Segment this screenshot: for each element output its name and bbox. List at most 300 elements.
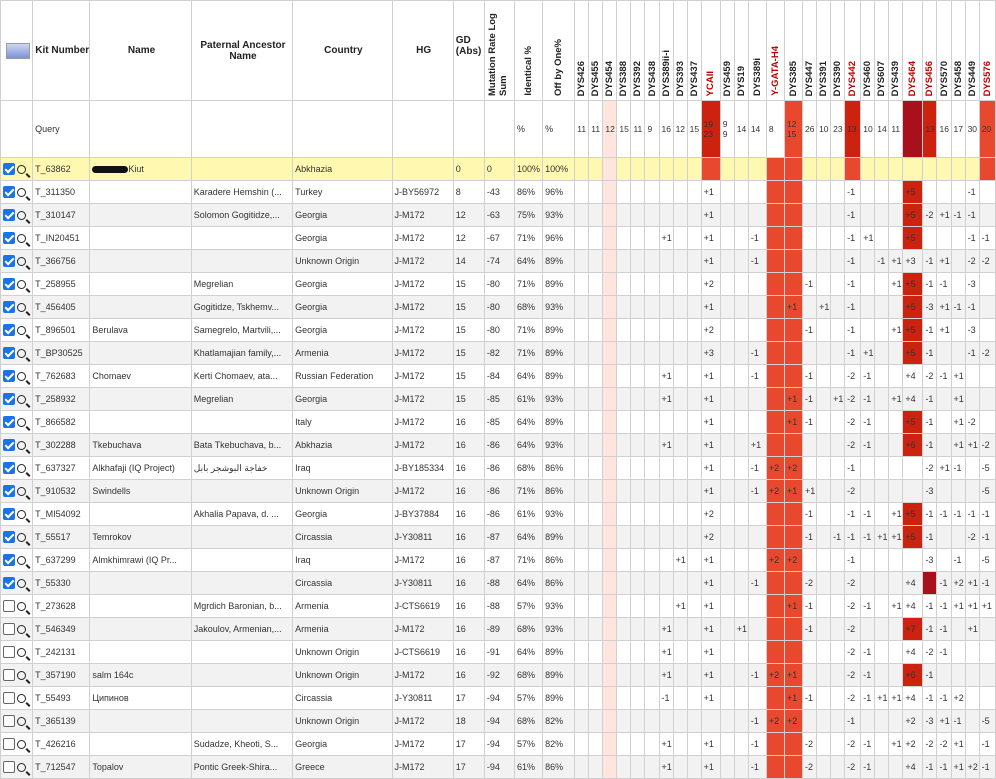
marker-cell: -5 — [979, 480, 995, 503]
row-checkbox[interactable] — [3, 370, 15, 382]
marker-cell: +1 — [659, 641, 673, 664]
marker-cell: -1 — [748, 250, 766, 273]
kit-name — [90, 158, 191, 181]
kit-number[interactable]: T_311350 — [33, 181, 90, 204]
marker-cell — [720, 158, 734, 181]
marker-dys391[interactable]: DYS391 — [817, 1, 831, 101]
marker-cell — [673, 296, 687, 319]
marker-cell — [817, 503, 831, 526]
marker-cell — [645, 641, 659, 664]
col-off[interactable]: Off by One% — [543, 1, 575, 101]
marker-cell: -1 — [923, 503, 937, 526]
marker-dys19[interactable]: DYS19 — [734, 1, 748, 101]
marker-cell — [875, 273, 889, 296]
kit-number[interactable]: T_258932 — [33, 388, 90, 411]
row-checkbox[interactable] — [3, 531, 15, 543]
col-country[interactable]: Country — [293, 1, 392, 101]
marker-cell — [784, 756, 802, 779]
marker-cell: -1 — [979, 756, 995, 779]
marker-dys442[interactable]: DYS442 — [845, 1, 861, 101]
marker-cell — [875, 710, 889, 733]
marker-cell — [817, 687, 831, 710]
cell-off: 93% — [543, 204, 575, 227]
cell-gd: 16 — [453, 641, 484, 664]
cell-ancestor: Megrelian — [191, 388, 292, 411]
row-checkbox[interactable] — [3, 255, 15, 267]
marker-cell — [575, 526, 589, 549]
col-ancestor[interactable]: Paternal Ancestor Name — [191, 1, 292, 101]
cell-ident: 71% — [515, 480, 543, 503]
cell-ancestor: Samegrelo, Martvili,... — [191, 319, 292, 342]
cell-country: Georgia — [293, 227, 392, 250]
marker-cell: +1 — [701, 641, 720, 664]
cell-ident: 71% — [515, 549, 543, 572]
marker-dys385[interactable]: DYS385 — [784, 1, 802, 101]
marker-cell — [589, 480, 603, 503]
kit-number[interactable]: T_762683 — [33, 365, 90, 388]
marker-ycaii[interactable]: YCAII — [701, 1, 720, 101]
view-kit-icon[interactable] — [17, 602, 26, 611]
marker-cell — [889, 204, 903, 227]
kit-number[interactable]: T_357190 — [33, 664, 90, 687]
col-kit[interactable]: Kit Number — [33, 1, 90, 101]
marker-cell: +1 — [965, 434, 979, 457]
kit-number[interactable]: T_55330 — [33, 572, 90, 595]
marker-dys393[interactable]: DYS393 — [673, 1, 687, 101]
row-checkbox[interactable] — [3, 692, 15, 704]
kit-name — [90, 227, 191, 250]
marker-cell: +2 — [784, 457, 802, 480]
marker-cell: -5 — [979, 457, 995, 480]
cell-ancestor — [191, 411, 292, 434]
kit-name-text: Kiut — [128, 164, 144, 174]
kit-name — [90, 733, 191, 756]
marker-cell — [766, 503, 784, 526]
cell-gd: 16 — [453, 411, 484, 434]
kit-number[interactable]: T_896501 — [33, 319, 90, 342]
row-checkbox[interactable] — [3, 439, 15, 451]
marker-cell — [720, 457, 734, 480]
marker-cell: -2 — [803, 572, 817, 595]
row-checkbox[interactable] — [3, 577, 15, 589]
marker-cell — [659, 250, 673, 273]
cell-mut: -67 — [484, 227, 514, 250]
marker-cell — [645, 296, 659, 319]
marker-dys447[interactable]: DYS447 — [803, 1, 817, 101]
marker-cell — [720, 319, 734, 342]
marker-cell: +3 — [903, 250, 923, 273]
marker-dys455[interactable]: DYS455 — [589, 1, 603, 101]
col-mut[interactable]: Mutation Rate Log Sum — [484, 1, 514, 101]
row-checkbox[interactable] — [3, 324, 15, 336]
marker-cell — [645, 618, 659, 641]
view-kit-icon[interactable] — [17, 349, 26, 358]
marker-cell: +2 — [903, 733, 923, 756]
marker-cell — [589, 549, 603, 572]
col-hg[interactable]: HG — [392, 1, 453, 101]
marker-cell — [687, 503, 701, 526]
cell-gd: 15 — [453, 319, 484, 342]
kit-number[interactable]: T_310147 — [33, 204, 90, 227]
marker-dys464[interactable]: DYS464 — [903, 1, 923, 101]
cell-mut: -87 — [484, 526, 514, 549]
marker-dys607[interactable]: DYS607 — [875, 1, 889, 101]
marker-cell: +2 — [965, 756, 979, 779]
row-checkbox[interactable] — [3, 416, 15, 428]
marker-cell: -1 — [803, 503, 817, 526]
view-kit-icon[interactable] — [17, 740, 26, 749]
row-select — [1, 227, 33, 250]
marker-cell — [734, 204, 748, 227]
marker-dys390[interactable]: DYS390 — [831, 1, 845, 101]
view-kit-icon[interactable] — [17, 372, 26, 381]
view-kit-icon[interactable] — [17, 441, 26, 450]
marker-cell — [701, 158, 720, 181]
marker-cell — [589, 158, 603, 181]
cell-gd: 15 — [453, 296, 484, 319]
marker-dys460[interactable]: DYS460 — [861, 1, 875, 101]
marker-cell: +1 — [701, 733, 720, 756]
marker-cell: -2 — [845, 687, 861, 710]
cell-ident: 68% — [515, 618, 543, 641]
marker-cell — [645, 710, 659, 733]
marker-cell: -2 — [845, 572, 861, 595]
cell-country: Unknown Origin — [293, 664, 392, 687]
row-checkbox[interactable] — [3, 669, 15, 681]
view-kit-icon[interactable] — [17, 533, 26, 542]
marker-cell: -1 — [845, 319, 861, 342]
marker-dys570[interactable]: DYS570 — [937, 1, 951, 101]
query-value: 12 — [673, 101, 687, 158]
view-kit-icon[interactable] — [17, 188, 26, 197]
row-select — [1, 756, 33, 779]
cell-off: 89% — [543, 319, 575, 342]
marker-cell: -1 — [861, 434, 875, 457]
marker-cell — [875, 595, 889, 618]
row-checkbox[interactable] — [3, 462, 15, 474]
query-value: 17 — [951, 101, 965, 158]
kit-name — [90, 618, 191, 641]
marker-cell — [631, 503, 645, 526]
marker-cell — [875, 572, 889, 595]
marker-cell — [734, 687, 748, 710]
marker-cell — [784, 227, 802, 250]
marker-dys389ii-i[interactable]: DYS389ii-i — [659, 1, 673, 101]
marker-cell: -1 — [748, 365, 766, 388]
row-checkbox[interactable] — [3, 278, 15, 290]
view-kit-icon[interactable] — [17, 625, 26, 634]
row-checkbox[interactable] — [3, 600, 15, 612]
marker-cell: +1 — [861, 227, 875, 250]
marker-cell — [831, 756, 845, 779]
marker-dys437[interactable]: DYS437 — [687, 1, 701, 101]
kit-number[interactable]: T_365139 — [33, 710, 90, 733]
marker-cell: -1 — [937, 273, 951, 296]
kit-number[interactable]: T_63862 — [33, 158, 90, 181]
row-checkbox[interactable] — [3, 347, 15, 359]
col-name[interactable]: Name — [90, 1, 191, 101]
kit-number[interactable]: T_IN20451 — [33, 227, 90, 250]
marker-cell: -1 — [875, 250, 889, 273]
marker-cell: -1 — [965, 181, 979, 204]
kit-number[interactable]: T_637299 — [33, 549, 90, 572]
marker-dys392[interactable]: DYS392 — [631, 1, 645, 101]
marker-dys454[interactable]: DYS454 — [603, 1, 617, 101]
row-select — [1, 733, 33, 756]
marker-cell — [631, 319, 645, 342]
kit-name — [90, 572, 191, 595]
marker-cell — [803, 250, 817, 273]
marker-dys389i[interactable]: DYS389i — [748, 1, 766, 101]
marker-cell — [766, 342, 784, 365]
view-kit-icon[interactable] — [17, 694, 26, 703]
marker-cell — [575, 664, 589, 687]
view-kit-icon[interactable] — [17, 395, 26, 404]
view-kit-icon[interactable] — [17, 280, 26, 289]
marker-cell: +1 — [937, 296, 951, 319]
marker-cell — [673, 388, 687, 411]
marker-cell — [589, 503, 603, 526]
cell-ancestor — [191, 641, 292, 664]
marker-cell: -2 — [923, 457, 937, 480]
cell-ancestor — [191, 526, 292, 549]
view-kit-icon[interactable] — [17, 648, 26, 657]
marker-cell: +4 — [903, 572, 923, 595]
kit-number[interactable]: T_258955 — [33, 273, 90, 296]
marker-cell — [617, 549, 631, 572]
marker-cell: -1 — [845, 227, 861, 250]
cell-country: Armenia — [293, 618, 392, 641]
marker-dys449[interactable]: DYS449 — [965, 1, 979, 101]
marker-cell — [817, 641, 831, 664]
marker-cell: -2 — [845, 365, 861, 388]
kit-number[interactable]: T_302288 — [33, 434, 90, 457]
marker-cell — [603, 342, 617, 365]
kit-number[interactable]: T_637327 — [33, 457, 90, 480]
table-row — [1, 342, 996, 365]
view-kit-icon[interactable] — [17, 326, 26, 335]
marker-cell — [631, 687, 645, 710]
row-checkbox[interactable] — [3, 163, 15, 175]
cell-gd: 17 — [453, 756, 484, 779]
marker-cell: -1 — [951, 549, 965, 572]
marker-cell: +4 — [903, 365, 923, 388]
cell-country: Georgia — [293, 319, 392, 342]
row-checkbox[interactable] — [3, 554, 15, 566]
view-kit-icon[interactable] — [17, 671, 26, 680]
marker-cell — [861, 549, 875, 572]
marker-cell: -1 — [861, 526, 875, 549]
marker-cell — [817, 710, 831, 733]
marker-dys388[interactable]: DYS388 — [617, 1, 631, 101]
marker-cell — [603, 181, 617, 204]
kit-number[interactable]: T_426216 — [33, 733, 90, 756]
query-value: 16 — [937, 101, 951, 158]
cell-ident: 61% — [515, 503, 543, 526]
view-kit-icon[interactable] — [17, 717, 26, 726]
cell-ancestor: Megrelian — [191, 273, 292, 296]
view-kit-icon[interactable] — [17, 510, 26, 519]
marker-cell — [831, 250, 845, 273]
col-ident[interactable]: Identical % — [515, 1, 543, 101]
marker-cell — [687, 434, 701, 457]
marker-cell — [965, 365, 979, 388]
marker-cell: +2 — [784, 549, 802, 572]
row-checkbox[interactable] — [3, 508, 15, 520]
view-kit-icon[interactable] — [17, 165, 26, 174]
kit-number[interactable]: T_BP30525 — [33, 342, 90, 365]
marker-cell: +1 — [951, 411, 965, 434]
row-checkbox[interactable] — [3, 301, 15, 313]
row-checkbox[interactable] — [3, 761, 15, 773]
marker-cell — [673, 457, 687, 480]
marker-cell — [687, 733, 701, 756]
cell-mut: -85 — [484, 411, 514, 434]
marker-dys438[interactable]: DYS438 — [645, 1, 659, 101]
marker-cell — [603, 365, 617, 388]
kit-number[interactable]: T_366756 — [33, 250, 90, 273]
marker-cell — [575, 342, 589, 365]
marker-cell — [659, 342, 673, 365]
marker-cell — [965, 664, 979, 687]
row-checkbox[interactable] — [3, 485, 15, 497]
marker-cell — [687, 687, 701, 710]
kit-number[interactable]: T_55493 — [33, 687, 90, 710]
marker-cell: +1 — [803, 480, 817, 503]
marker-cell — [861, 181, 875, 204]
kit-name — [90, 503, 191, 526]
view-kit-icon[interactable] — [17, 418, 26, 427]
row-checkbox[interactable] — [3, 393, 15, 405]
marker-cell — [734, 250, 748, 273]
marker-dys426[interactable]: DYS426 — [575, 1, 589, 101]
cell-ident: 64% — [515, 434, 543, 457]
marker-cell — [734, 411, 748, 434]
col-gd[interactable]: GD (Abs) — [453, 1, 484, 101]
marker-cell — [589, 365, 603, 388]
kit-number[interactable]: T_273628 — [33, 595, 90, 618]
row-checkbox[interactable] — [3, 738, 15, 750]
view-kit-icon[interactable] — [17, 763, 26, 772]
marker-dys456[interactable]: DYS456 — [923, 1, 937, 101]
marker-cell — [575, 595, 589, 618]
cell-gd: 12 — [453, 227, 484, 250]
marker-cell: +1 — [889, 503, 903, 526]
marker-cell — [803, 158, 817, 181]
marker-cell: -2 — [845, 411, 861, 434]
row-select — [1, 526, 33, 549]
marker-cell: -1 — [748, 756, 766, 779]
marker-cell: -2 — [965, 526, 979, 549]
marker-cell — [889, 457, 903, 480]
view-kit-icon[interactable] — [17, 487, 26, 496]
view-kit-icon[interactable] — [17, 257, 26, 266]
marker-dys576[interactable]: DYS576 — [979, 1, 995, 101]
kit-number[interactable]: T_MI54092 — [33, 503, 90, 526]
table-row — [1, 595, 996, 618]
marker-cell — [875, 434, 889, 457]
view-kit-icon[interactable] — [17, 211, 26, 220]
marker-cell — [766, 227, 784, 250]
kit-number[interactable]: T_866582 — [33, 411, 90, 434]
marker-cell — [617, 572, 631, 595]
marker-dys459[interactable]: DYS459 — [720, 1, 734, 101]
marker-cell — [803, 457, 817, 480]
marker-cell — [951, 273, 965, 296]
marker-cell: +1 — [701, 664, 720, 687]
marker-cell — [875, 756, 889, 779]
row-checkbox[interactable] — [3, 623, 15, 635]
kit-number[interactable]: T_712547 — [33, 756, 90, 779]
marker-cell — [784, 572, 802, 595]
marker-cell — [631, 342, 645, 365]
marker-cell — [831, 733, 845, 756]
view-kit-icon[interactable] — [17, 556, 26, 565]
marker-cell: +6 — [903, 434, 923, 457]
view-kit-icon[interactable] — [17, 579, 26, 588]
kit-number[interactable]: T_910532 — [33, 480, 90, 503]
kit-number[interactable]: T_55517 — [33, 526, 90, 549]
row-checkbox[interactable] — [3, 232, 15, 244]
marker-cell — [659, 273, 673, 296]
marker-cell — [875, 411, 889, 434]
marker-cell — [673, 204, 687, 227]
kit-name: Temrokov — [90, 526, 191, 549]
marker-cell — [766, 595, 784, 618]
marker-cell — [875, 319, 889, 342]
row-checkbox[interactable] — [3, 646, 15, 658]
marker-cell: +1 — [889, 319, 903, 342]
marker-cell — [603, 595, 617, 618]
marker-cell — [603, 434, 617, 457]
marker-cell — [687, 572, 701, 595]
marker-cell — [965, 158, 979, 181]
marker-cell: +1 — [937, 319, 951, 342]
kit-number[interactable]: T_456405 — [33, 296, 90, 319]
marker-cell: +1 — [784, 664, 802, 687]
marker-cell — [575, 503, 589, 526]
marker-dys458[interactable]: DYS458 — [951, 1, 965, 101]
view-kit-icon[interactable] — [17, 234, 26, 243]
table-row — [1, 572, 996, 595]
marker-cell — [687, 526, 701, 549]
marker-cell — [645, 457, 659, 480]
cell-hg: J-M172 — [392, 434, 453, 457]
marker-dys439[interactable]: DYS439 — [889, 1, 903, 101]
marker-cell — [575, 227, 589, 250]
cell-ancestor: خفاجة البوشجر بابل — [191, 457, 292, 480]
marker-cell — [766, 273, 784, 296]
row-checkbox[interactable] — [3, 186, 15, 198]
row-checkbox[interactable] — [3, 715, 15, 727]
view-kit-icon[interactable] — [17, 464, 26, 473]
marker-y-gata-h4[interactable]: Y-GATA-H4 — [766, 1, 784, 101]
marker-cell: +1 — [659, 434, 673, 457]
marker-cell: -1 — [748, 457, 766, 480]
marker-cell: +4 — [903, 756, 923, 779]
marker-cell: +1 — [951, 733, 965, 756]
marker-cell: +1 — [937, 204, 951, 227]
kit-number[interactable]: T_546349 — [33, 618, 90, 641]
row-checkbox[interactable] — [3, 209, 15, 221]
marker-cell — [603, 227, 617, 250]
marker-cell — [589, 342, 603, 365]
kit-number[interactable]: T_242131 — [33, 641, 90, 664]
marker-cell — [817, 434, 831, 457]
view-kit-icon[interactable] — [17, 303, 26, 312]
marker-cell — [979, 687, 995, 710]
query-label: Query — [33, 101, 90, 158]
